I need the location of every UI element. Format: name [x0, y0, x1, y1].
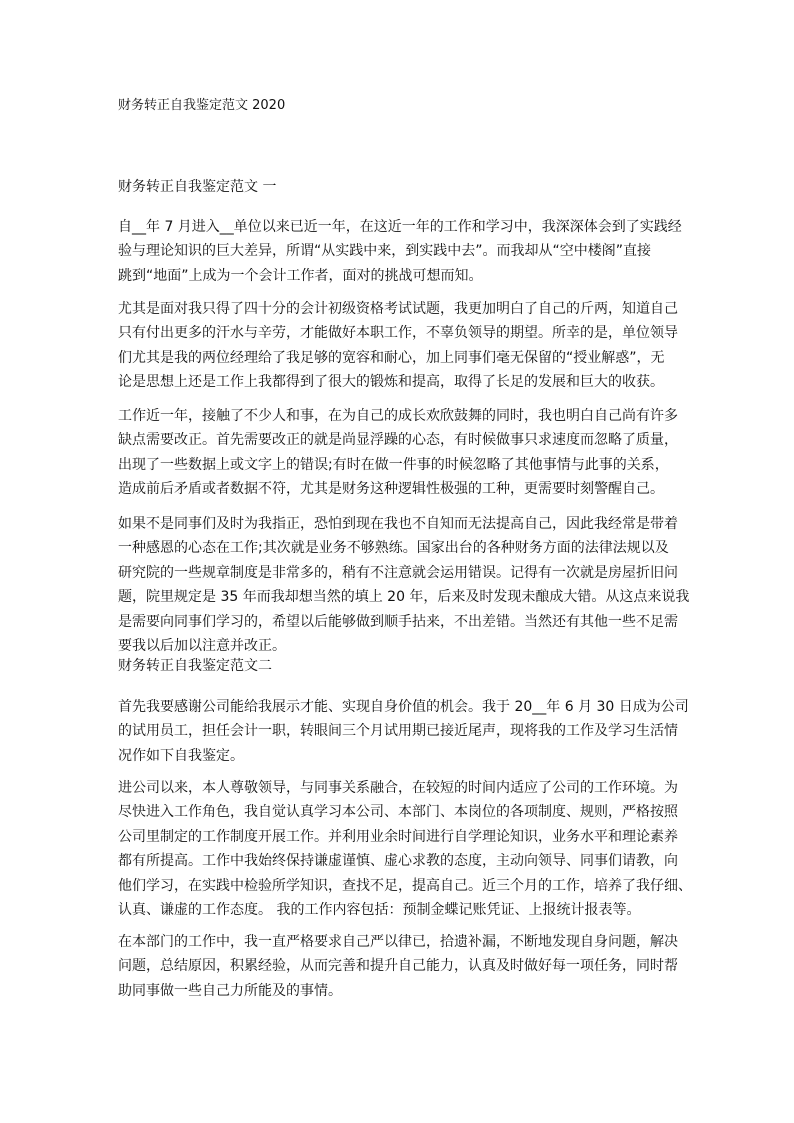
paragraph: [118, 215, 682, 288]
text-line: 造成前后矛盾或者数据不符，尤其是财务这种逻辑性极强的工种，更需要时刻警醒自己。: [118, 481, 664, 498]
text-line: 首先我要感谢公司能给我展示才能、实现自身价值的机会。我于 20__年 6 月 30 日成为公司: [118, 699, 689, 715]
text-line: 缺点需要改正。首先需要改正的就是尚显浮躁的心态，有时候做事只求速度而忽略了质量，: [118, 432, 678, 449]
text-line: 公司里制定的工作制度开展工作。并利用业余时间进行自学理论知识，业务水平和理论素养: [118, 828, 678, 845]
document-title: 财务转正自我鉴定范文 2020: [118, 98, 286, 113]
paragraph: [118, 695, 689, 768]
text-line: 们尤其是我的两位经理给了我足够的宽容和耐心，加上同事们毫无保留的“授业解惑”，无: [118, 349, 665, 366]
text-line: 要我以后加以注意并改正。: [118, 638, 286, 655]
text-line: 工作近一年，接触了不少人和事，在为自己的成长欢欣鼓舞的同时，我也明白自己尚有许多: [118, 408, 678, 424]
text-line: 研究院的一些规章制度是非常多的，稍有不注意就会运用错误。记得有一次就是房屋折旧问: [118, 564, 678, 581]
text-line: 如果不是同事们及时为我指正，恐怕到现在我也不自知而无法提高自己，因此我经常是带着: [118, 516, 678, 532]
text-line: 是需要向同事们学习的，希望以后能够做到顺手拈来，不出差错。当然还有其他一些不足需: [118, 613, 678, 630]
text-line: 况作如下自我鉴定。: [118, 747, 244, 764]
section-one-heading: 财务转正自我鉴定范文 一: [118, 179, 277, 195]
text-line: 跳到“地面”上成为一个会计工作者，面对的挑战可想而知。: [118, 267, 483, 284]
text-line: 他们学习，在实践中检验所学知识，查找不足，提高自己。近三个月的工作，培养了我仔细、: [118, 877, 692, 894]
text-line: 在本部门的工作中，我一直严格要求自己严以律已，拾遗补漏，不断地发现自身问题，解决: [118, 934, 678, 950]
section-two-heading: 财务转正自我鉴定范文二: [118, 658, 272, 674]
text-line: 的试用员工，担任会计一职，转眼间三个月试用期已接近尾声，现将我的工作及学习生活情: [118, 723, 678, 740]
text-line: 问题，总结原因，积累经验，从而完善和提升自己能力，认真及时做好每一项任务，同时帮: [118, 958, 678, 975]
text-line: 题，院里规定是 35 年而我却想当然的填上 20 年，后来及时发现未酿成大错。从这点来说我: [118, 589, 690, 606]
text-line: 进公司以来，本人尊敬领导，与同事关系融合，在较短的时间内适应了公司的工作环境。为: [118, 780, 678, 796]
text-line: 尤其是面对我只得了四十分的会计初级资格考试试题，我更加明白了自己的斤两，知道自己: [118, 301, 678, 317]
text-line: 只有付出更多的汗水与辛劳，才能做好本职工作，不辜负领导的期望。所幸的是，单位领导: [118, 325, 678, 342]
paragraph: [118, 297, 678, 395]
paragraph: [118, 930, 678, 1003]
paragraph: [118, 404, 678, 502]
paragraph: [118, 512, 690, 658]
text-line: 尽快进入工作角色，我自觉认真学习本公司、本部门、本岗位的各项制度、规则，严格按照: [118, 804, 678, 821]
paragraph: [118, 776, 692, 922]
text-line: 自__年 7 月进入__单位以来已近一年，在这近一年的工作和学习中，我深深体会到了实践经: [118, 219, 682, 235]
text-line: 都有所提高。工作中我始终保持谦虚谨慎、虚心求教的态度，主动向领导、同事们请教，向: [118, 853, 678, 870]
text-line: 出现了一些数据上或文字上的错误;有时在做一件事的时候忽略了其他事情与此事的关系，: [118, 456, 669, 473]
text-line: 助同事做一些自己力所能及的事情。: [118, 982, 342, 999]
text-line: 一种感恩的心态在工作;其次就是业务不够熟练。国家出台的各种财务方面的法律法规以及: [118, 540, 669, 557]
text-line: 认真、谦虚的工作态度。 我的工作内容包括：预制金蝶记账凭证、上报统计报表等。: [118, 902, 641, 919]
text-line: 论是思想上还是工作上我都得到了很大的锻炼和提高，取得了长足的发展和巨大的收获。: [118, 374, 664, 391]
text-line: 验与理论知识的巨大差异，所谓“从实践中来，到实践中去”。而我却从“空中楼阁”直接: [118, 243, 652, 260]
